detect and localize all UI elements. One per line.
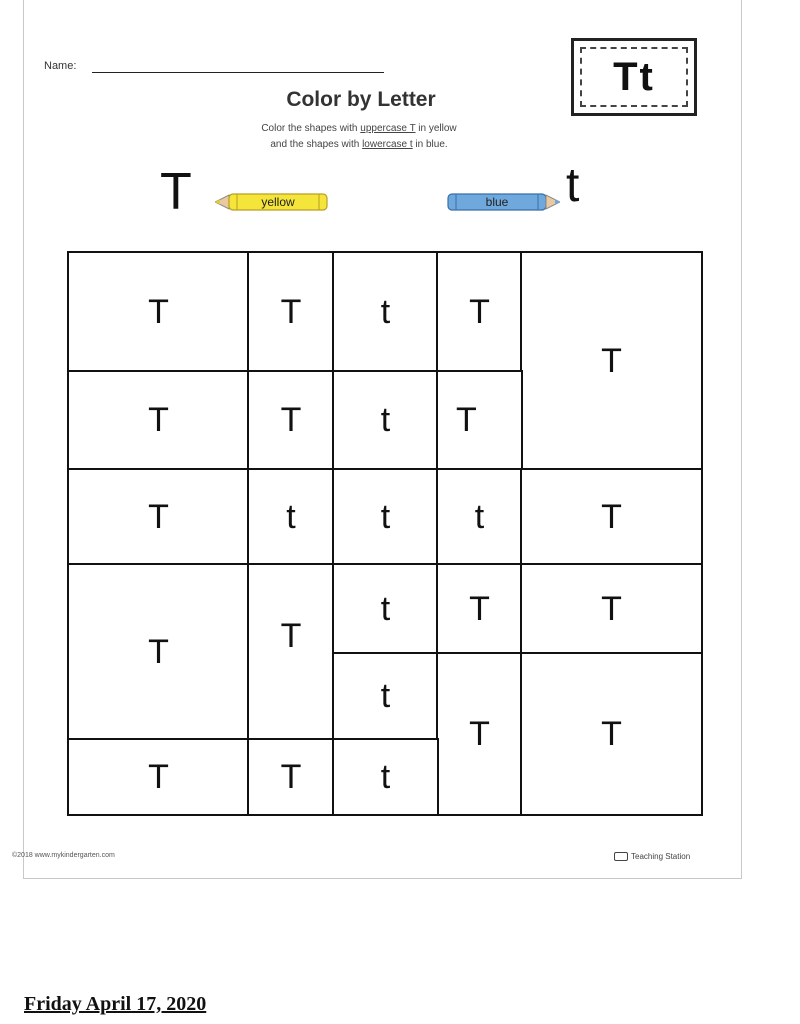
grid-cell[interactable]: T: [67, 563, 250, 741]
blue-crayon-icon: [444, 192, 560, 212]
grid-cell[interactable]: t: [332, 251, 439, 373]
badge-letters: Tt: [580, 47, 688, 107]
publisher-footer: [614, 852, 690, 861]
lowercase-letter-example: t: [566, 159, 580, 212]
grid-cell[interactable]: t: [247, 468, 335, 566]
yellow-crayon-icon: [215, 192, 331, 212]
instructions-line-1: Color the shapes with uppercase T in yellow: [261, 123, 457, 134]
publisher-logo-icon: [614, 852, 628, 861]
grid-cell[interactable]: T: [67, 251, 250, 373]
grid-cell[interactable]: T: [247, 251, 335, 373]
grid-cell[interactable]: T: [520, 563, 703, 655]
grid-cell[interactable]: t: [332, 370, 439, 471]
worksheet-title: Color by Letter: [286, 88, 436, 111]
copyright-footer: ©2018 www.mykindergarten.com: [12, 852, 115, 859]
grid-cell[interactable]: T: [67, 370, 250, 471]
grid-cell[interactable]: T: [436, 563, 523, 655]
letter-badge: [571, 38, 697, 116]
grid-cell[interactable]: T: [520, 652, 703, 816]
grid-cell[interactable]: T: [436, 251, 523, 373]
grid-cell[interactable]: t: [332, 563, 439, 655]
grid-cell[interactable]: T: [247, 563, 335, 741]
grid-cell[interactable]: T: [247, 370, 335, 471]
grid-cell[interactable]: t: [332, 652, 439, 741]
grid-cell[interactable]: T: [520, 251, 703, 471]
instructions-line-2: and the shapes with lowercase t in blue.: [270, 139, 448, 150]
blue-label: blue: [485, 195, 509, 209]
grid-cell[interactable]: T: [67, 468, 250, 566]
instructions: [200, 121, 518, 153]
name-label: Name:: [44, 60, 77, 72]
uppercase-letter-example: T: [160, 163, 192, 221]
grid-cell[interactable]: t: [436, 468, 523, 566]
grid-cell[interactable]: T: [436, 652, 523, 816]
page-date: Friday April 17, 2020: [24, 993, 207, 1015]
grid-cell[interactable]: T: [520, 468, 703, 566]
grid-cell[interactable]: T: [247, 738, 335, 816]
grid-cell[interactable]: T: [436, 370, 523, 471]
yellow-label: yellow: [261, 195, 295, 209]
grid-cell[interactable]: t: [332, 468, 439, 566]
grid-cell[interactable]: T: [67, 738, 250, 816]
publisher-name: Teaching Station: [631, 852, 691, 861]
grid-cell[interactable]: t: [332, 738, 439, 816]
name-line: [92, 72, 384, 73]
